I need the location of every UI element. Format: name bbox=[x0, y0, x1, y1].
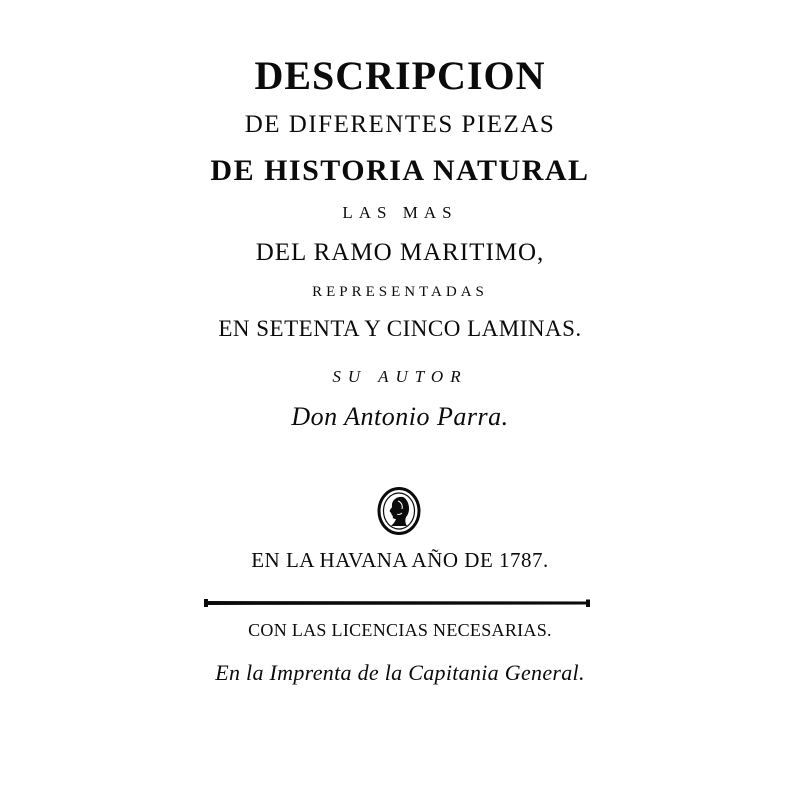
author-name: Don Antonio Parra. bbox=[291, 402, 509, 431]
printer-line: En la Imprenta de la Capitania General. bbox=[215, 660, 585, 685]
subtitle-line-1: DE DIFERENTES PIEZAS bbox=[244, 111, 556, 138]
ramo-maritimo-line: DEL RAMO MARITIMO, bbox=[255, 239, 545, 266]
su-autor-line: SU AUTOR bbox=[332, 367, 468, 386]
subtitle-line-2: DE HISTORIA NATURAL bbox=[210, 154, 590, 187]
portrait-medallion-icon bbox=[376, 486, 422, 536]
laminas-line: EN SETENTA Y CINCO LAMINAS. bbox=[218, 316, 582, 341]
imprint-place-year: EN LA HAVANA AÑO DE 1787. bbox=[251, 548, 549, 572]
las-mas-line: LAS MAS bbox=[342, 203, 458, 222]
representadas-line: REPRESENTADAS bbox=[312, 284, 488, 300]
book-title: DESCRIPCION bbox=[254, 53, 546, 98]
decorative-rule bbox=[204, 598, 590, 608]
licencias-line: CON LAS LICENCIAS NECESARIAS. bbox=[248, 620, 552, 640]
